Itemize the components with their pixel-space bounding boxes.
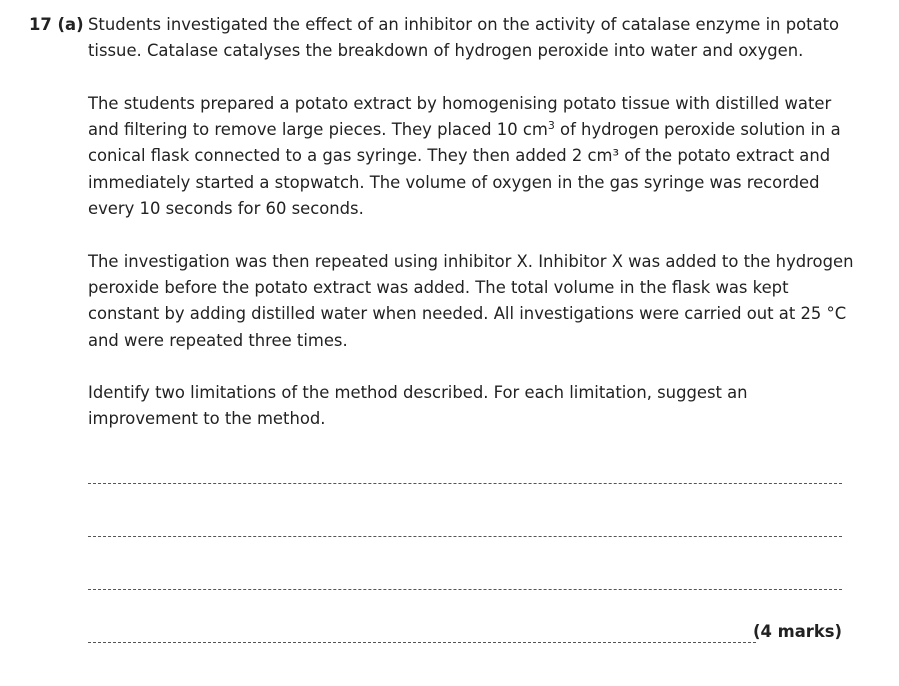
- method-text-start: The students prepared a potato extract by homogenising potato tissue with distilled water and filtering to remove large pieces. They placed 10 cm: [88, 93, 832, 140]
- answer-line-3[interactable]: [88, 589, 842, 590]
- cubed-superscript: 3: [547, 119, 555, 133]
- method-paragraph-2: The investigation was then repeated using inhibitor X. Inhibitor X was added to the hydrogen peroxide before the potato extract was added. The total volume in the flask was kept constant by adding distilled water when needed. All investigations were carried out at 25 °C and were repeated three times.: [88, 251, 854, 350]
- task-paragraph: Identify two limitations of the method described. For each limitation, suggest an improvement to the method.: [88, 383, 748, 429]
- intro-paragraph: Students investigated the effect of an inhibitor on the activity of catalase enzyme in potato tissue. Catalase catalyses the breakdown of hydrogen peroxide into water and oxygen.: [88, 15, 840, 61]
- answer-line-4[interactable]: [88, 642, 756, 643]
- marks-label: (4 marks): [753, 622, 842, 641]
- method-text-end: of hydrogen peroxide solution in a conical flask connected to a gas syringe. They then added 2 cm³ of the potato extract and immediately started a stopwatch. The volume of oxygen in the gas syringe was recorded every 10 seconds for 60 seconds.: [88, 120, 841, 219]
- answer-line-1[interactable]: [88, 483, 842, 484]
- answer-line-2[interactable]: [88, 536, 842, 537]
- method-paragraph-1: [88, 91, 858, 222]
- question-body: [88, 12, 858, 459]
- question-number: 17 (a): [29, 15, 84, 34]
